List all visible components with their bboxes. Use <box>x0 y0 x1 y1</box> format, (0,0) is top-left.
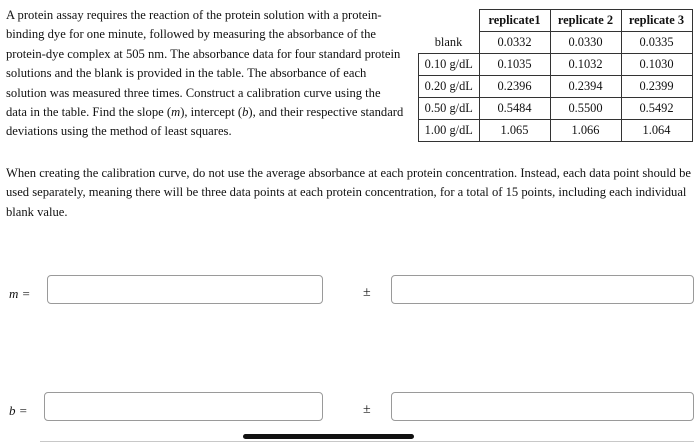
instructions-text: When creating the calibration curve, do not use the average absorbance at each protein concentration. Instead, each data point should be used separately, meaning there will be three data points at each protein concentration, for a total of 15 points, including each individual blank value. <box>6 166 692 219</box>
plus-minus-symbol: ± <box>363 285 371 300</box>
problem-text-part2: ), intercept ( <box>180 105 243 120</box>
table-cell: 0.0335 <box>621 32 692 54</box>
table-cell: 1.064 <box>621 120 692 142</box>
table-row <box>419 120 693 142</box>
table-cell: 0.2396 <box>479 76 550 98</box>
intercept-input[interactable] <box>44 392 323 421</box>
row-label: 0.50 g/dL <box>419 98 480 120</box>
problem-text-part3: ), and their respective standard deviations using the method of least squares. <box>6 105 404 139</box>
table-cell: 0.0330 <box>550 32 621 54</box>
table-row <box>419 98 693 120</box>
table-cell: 0.5484 <box>479 98 550 120</box>
slope-symbol: m <box>171 105 181 120</box>
table-cell: 0.1035 <box>479 54 550 76</box>
plus-minus-symbol: ± <box>363 402 371 417</box>
table-cell: 0.1032 <box>550 54 621 76</box>
header-replicate-2: replicate 2 <box>550 10 621 32</box>
row-label: blank <box>419 32 480 54</box>
header-replicate-1: replicate1 <box>479 10 550 32</box>
table-row <box>419 32 693 54</box>
row-label: 0.20 g/dL <box>419 76 480 98</box>
intercept-sd-input[interactable] <box>391 392 694 421</box>
slope-label: m = <box>9 286 31 301</box>
table-cell: 0.2399 <box>621 76 692 98</box>
problem-statement <box>6 6 404 142</box>
slope-input[interactable] <box>47 275 323 304</box>
absorbance-table <box>418 9 693 142</box>
header-replicate-3: replicate 3 <box>621 10 692 32</box>
table-row <box>419 54 693 76</box>
slope-sd-input[interactable] <box>391 275 694 304</box>
table-row <box>419 76 693 98</box>
table-header-row <box>419 10 693 32</box>
problem-text-part1: A protein assay requires the reaction of the protein solution with a protein-binding dye for one minute, followed by measuring the absorbance of the protein-dye complex at 505 nm. The absorbance data for four standard protein solutions and the blank is provided in the table. The absorbance of each solution was measured three times. Construct a calibration curve using the data in the table. Find the slope ( <box>6 8 401 120</box>
table-cell: 0.5492 <box>621 98 692 120</box>
row-label: 1.00 g/dL <box>419 120 480 142</box>
divider <box>40 441 694 442</box>
table-cell: 0.0332 <box>479 32 550 54</box>
table-corner <box>419 10 480 32</box>
intercept-symbol: b <box>242 105 249 120</box>
table-cell: 0.2394 <box>550 76 621 98</box>
table-cell: 1.066 <box>550 120 621 142</box>
row-label: 0.10 g/dL <box>419 54 480 76</box>
table-cell: 1.065 <box>479 120 550 142</box>
intercept-label: b = <box>9 403 28 418</box>
horizontal-scrollbar[interactable] <box>243 434 414 439</box>
table-cell: 0.5500 <box>550 98 621 120</box>
table-cell: 0.1030 <box>621 54 692 76</box>
